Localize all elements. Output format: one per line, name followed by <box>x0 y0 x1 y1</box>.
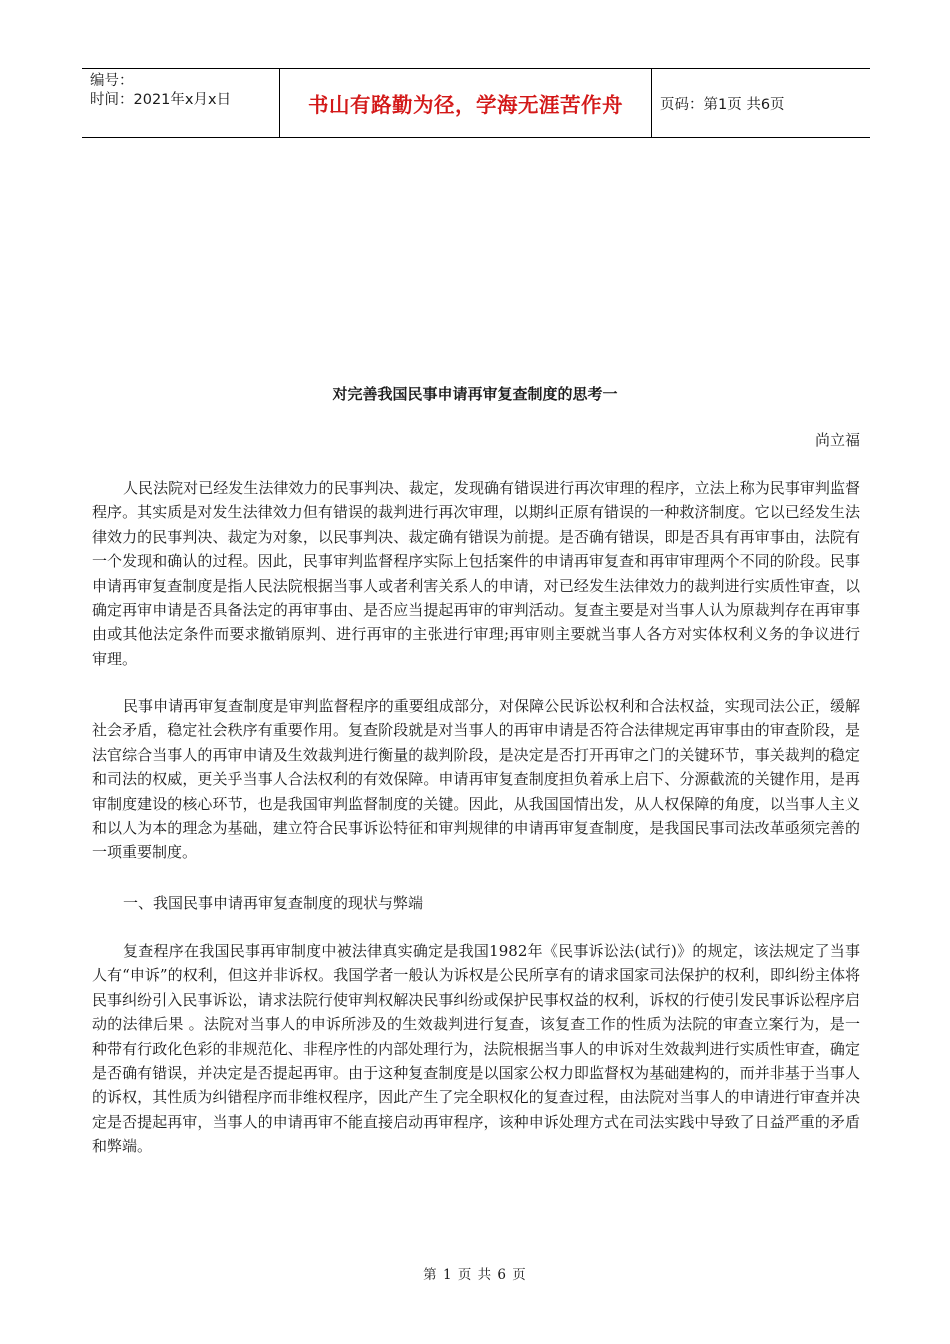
paragraph-3: 复查程序在我国民事再审制度中被法律真实确定是我国1982年《民事诉讼法(试行)》的规定，该法规定了当事人有“申诉”的权利，但这并非诉权。我国学者一般认为诉权是公民所享有的请求国家司法保护的权利，即纠纷主体将民事纠纷引入民事诉讼，请求法院行使审判权解决民事纠纷或保护民事权益的权利，诉权的行使引发民事诉讼程序启动的法律后果 。法院对当事人的申诉所涉及的生效裁判进行复查，该复查工作的性质为法院的审查立案行为，是一种带有行政化色彩的非规范化、非程序性的内部处理行为，法院根据当事人的申诉对生效裁判进行实质性审查，确定是否确有错误，并决定是否提起再审。由于这种复查制度是以国家公权力即监督权为基础建构的，而并非基于当事人的诉权，其性质为纠错程序而非维权程序，因此产生了完全职权化的复查过程，由法院对当事人的申请进行审查并决定是否提起再审，当事人的申请再审不能直接启动再审程序，该种申诉处理方式在司法实践中导致了日益严重的矛盾和弊端。 <box>92 942 860 1156</box>
paragraph-2: 民事申请再审复查制度是审判监督程序的重要组成部分，对保障公民诉讼权利和合法权益，实现司法公正，缓解社会矛盾，稳定社会秩序有重要作用。复查阶段就是对当事人的再审申请是否符合法律规定再审事由的审查阶段，是法官综合当事人的再审申请及生效裁判进行衡量的裁判阶段，是决定是否打开再审之门的关键环节，事关裁判的稳定和司法的权威，更关乎当事人合法权利的有效保障。申请再审复查制度担负着承上启下、分源截流的关键作用，是再审制度建设的核心环节，也是我国审判监督制度的关键。因此，从我国国情出发，从人权保障的角度，以当事人主义和以人为本的理念为基础，建立符合民事诉讼特征和审判规律的申请再审复查制度，是我国民事司法改革亟须完善的一项重要制度。 <box>92 697 860 862</box>
header-meta-cell <box>82 69 280 137</box>
motto-text: 书山有路勤为径，学海无涯苦作舟 <box>308 93 623 117</box>
header-motto-cell <box>280 69 652 137</box>
time-label: 时间：2021年x月x日 <box>90 92 232 108</box>
document-author: 尚立福 <box>814 431 860 449</box>
page-code: 页码：第1页 共6页 <box>660 96 785 113</box>
page-footer: 第 1 页 共 6 页 <box>423 1267 527 1283</box>
document-title: 对完善我国民事申请再审复查制度的思考一 <box>332 385 618 403</box>
number-label: 编号： <box>90 73 134 89</box>
section-heading: 一、我国民事申请再审复查制度的现状与弊端 <box>123 894 424 912</box>
header-page-cell <box>652 69 870 137</box>
header-table <box>82 68 870 138</box>
paragraph-1: 人民法院对已经发生法律效力的民事判决、裁定，发现确有错误进行再次审理的程序，立法上称为民事审判监督程序。其实质是对发生法律效力但有错误的裁判进行再次审理，以期纠正原有错误的一种救济制度。它以已经发生法律效力的民事判决、裁定为对象，以民事判决、裁定确有错误为前提。是否确有错误，即是否具有再审事由，法院有一个发现和确认的过程。因此，民事审判监督程序实际上包括案件的申请再审复查和再审审理两个不同的阶段。民事申请再审复查制度是指人民法院根据当事人或者利害关系人的申请，对已经发生法律效力的裁判进行实质性审查，以确定再审申请是否具备法定的再审事由、是否应当提起再审的审判活动。复查主要是对当事人认为原裁判存在再审事由或其他法定条件而要求撤销原判、进行再审的主张进行审理;再审则主要就当事人各方对实体权利义务的争议进行审理。 <box>92 479 860 668</box>
